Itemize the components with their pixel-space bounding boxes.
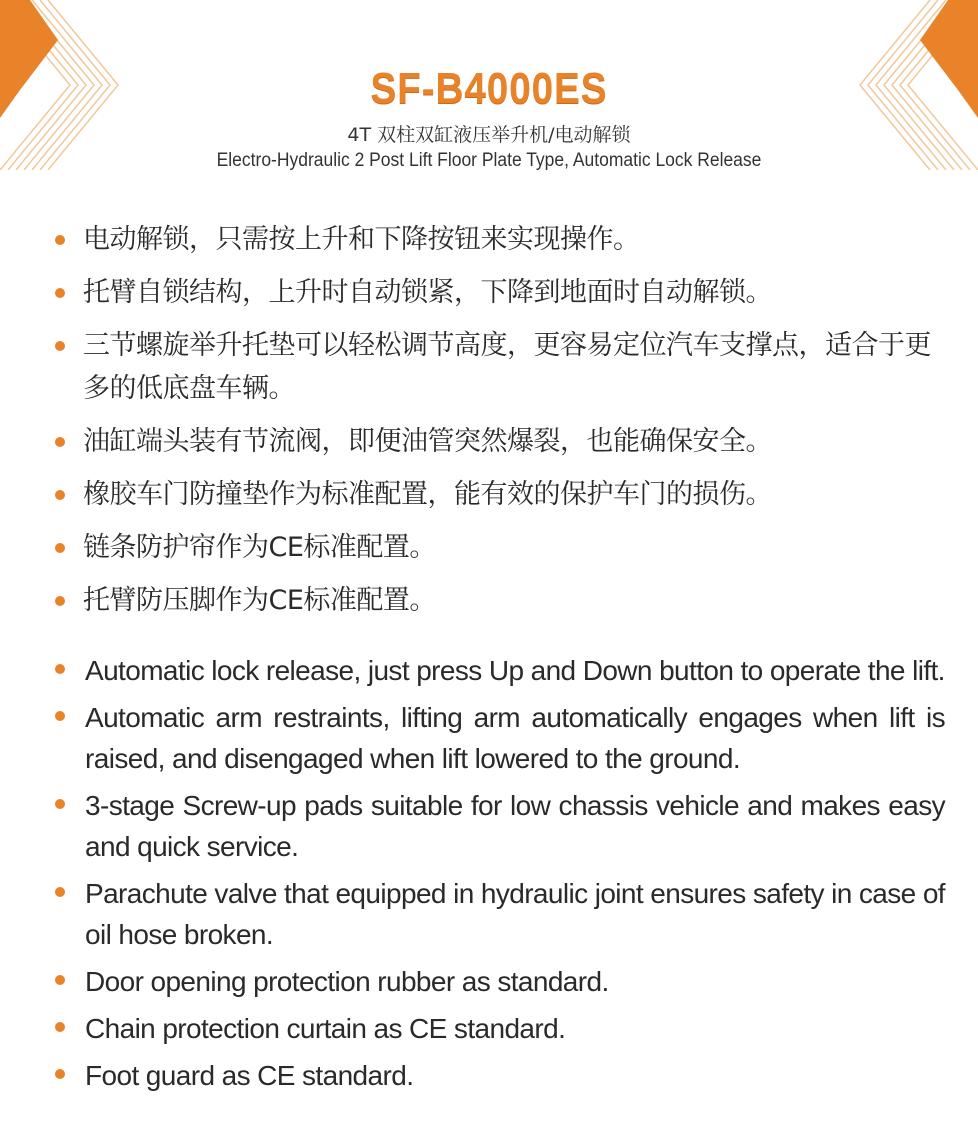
feature-en-text: Foot guard as CE standard. <box>85 1060 414 1091</box>
bullet-icon <box>55 887 65 897</box>
bullet-icon <box>55 341 65 351</box>
feature-en-text: Chain protection curtain as CE standard. <box>85 1013 566 1044</box>
feature-cn-text: 电动解锁，只需按上升和下降按钮来实现操作。 <box>83 224 640 255</box>
feature-en-text: Automatic arm restraints, lifting arm automatically engages when lift is raised, and disengaged when lift lowered to the ground. <box>85 702 945 774</box>
bullet-icon <box>55 437 65 447</box>
bullet-icon <box>55 664 65 674</box>
feature-cn-item <box>55 473 950 516</box>
feature-en-text: Parachute valve that equipped in hydraulic joint ensures safety in case of oil hose broken. <box>85 878 945 950</box>
feature-cn-item <box>55 579 950 622</box>
feature-en-item <box>55 961 945 1002</box>
feature-en-item <box>55 1055 945 1096</box>
bullet-icon <box>55 543 65 553</box>
feature-cn-item <box>55 218 950 261</box>
feature-en-text: Door opening protection rubber as standard. <box>85 966 609 997</box>
model-title: SF-B4000ES <box>370 64 608 113</box>
bullet-icon <box>55 975 65 985</box>
feature-cn-text: 油缸端头装有节流阀，即便油管突然爆裂，也能确保安全。 <box>83 426 772 457</box>
header <box>0 60 978 174</box>
bullet-icon <box>55 799 65 809</box>
feature-cn-text: 托臂防压脚作为CE标准配置。 <box>83 585 436 616</box>
feature-cn-text: 链条防护帘作为CE标准配置。 <box>83 532 436 563</box>
feature-cn-item <box>55 271 950 314</box>
feature-en-text: 3-stage Screw-up pads suitable for low chassis vehicle and makes easy and quick service. <box>85 790 945 862</box>
features-english-list <box>55 650 945 1102</box>
bullet-icon <box>55 596 65 606</box>
feature-cn-item <box>55 420 950 463</box>
feature-en-item <box>55 697 945 779</box>
features-chinese-list <box>55 218 950 632</box>
feature-cn-text: 托臂自锁结构，上升时自动锁紧，下降到地面时自动解锁。 <box>83 277 772 308</box>
feature-en-item <box>55 785 945 867</box>
feature-en-text: Automatic lock release, just press Up and Down button to operate the lift. <box>85 655 945 686</box>
bullet-icon <box>55 288 65 298</box>
bullet-icon <box>55 711 65 721</box>
feature-en-item <box>55 1008 945 1049</box>
feature-cn-item <box>55 526 950 569</box>
subtitle-chinese: 4T 双柱双缸液压举升机/电动解锁 <box>347 124 631 146</box>
feature-en-item <box>55 873 945 955</box>
bullet-icon <box>55 1022 65 1032</box>
bullet-icon <box>55 490 65 500</box>
feature-cn-item <box>55 324 950 410</box>
feature-en-item <box>55 650 945 691</box>
bullet-icon <box>55 1069 65 1079</box>
feature-cn-text: 橡胶车门防撞垫作为标准配置，能有效的保护车门的损伤。 <box>83 479 772 510</box>
feature-cn-text: 三节螺旋举升托垫可以轻松调节高度，更容易定位汽车支撑点，适合于更多的低底盘车辆。 <box>83 330 931 404</box>
subtitle-english: Electro-Hydraulic 2 Post Lift Floor Plate Type, Automatic Lock Release <box>216 150 762 171</box>
bullet-icon <box>55 235 65 245</box>
